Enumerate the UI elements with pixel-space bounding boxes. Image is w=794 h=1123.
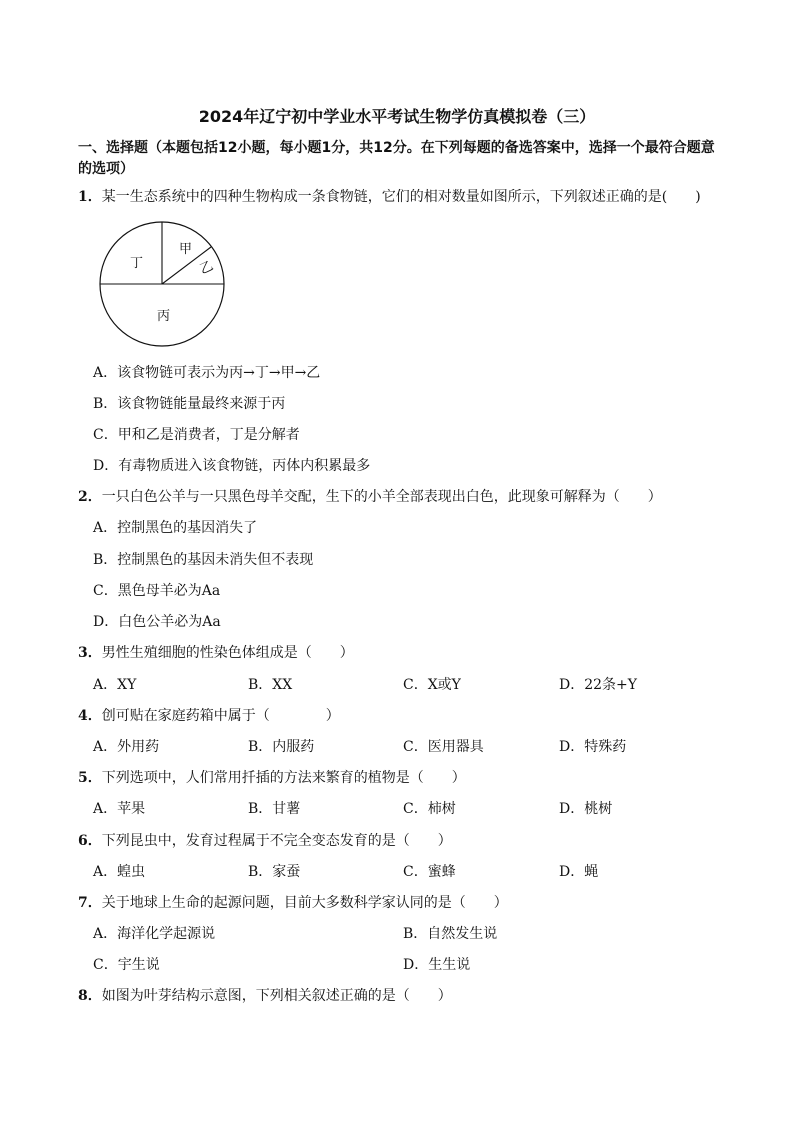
page-title: 2024年辽宁初中学业水平考试生物学仿真模拟卷（三） xyxy=(198,107,596,126)
option-6b: B．家蚕 xyxy=(248,864,301,880)
question-7 xyxy=(78,894,508,912)
question-6 xyxy=(78,832,452,850)
option-6c: C．蜜蜂 xyxy=(403,864,456,880)
question-5 xyxy=(78,769,466,787)
option-7a: A．海洋化学起源说 xyxy=(93,926,216,942)
pie-label-ding: 丁 xyxy=(130,256,144,271)
question-number: 1． xyxy=(78,189,102,205)
question-text: 如图为叶芽结构示意图，下列相关叙述正确的是（ ） xyxy=(101,988,452,1004)
option-1a: A．该食物链可表示为丙→丁→甲→乙 xyxy=(93,365,321,381)
option-6d: D．蝇 xyxy=(559,864,599,880)
pie-label-yi: 乙 xyxy=(197,258,216,278)
option-4a: A．外用药 xyxy=(93,739,160,755)
question-text: 下列选项中，人们常用扦插的方法来繁育的植物是（ ） xyxy=(101,770,466,786)
option-1b: B．该食物链能量最终来源于丙 xyxy=(93,396,286,412)
question-number: 4． xyxy=(78,708,102,724)
question-number: 2． xyxy=(78,489,102,505)
question-text: 关于地球上生命的起源问题，目前大多数科学家认同的是（ ） xyxy=(101,895,508,911)
question-8 xyxy=(78,987,452,1005)
question-4 xyxy=(78,707,340,725)
option-7b: B．自然发生说 xyxy=(403,926,498,942)
option-4b: B．内服药 xyxy=(248,739,315,755)
pie-label-jia: 甲 xyxy=(179,242,193,257)
section-heading: 一、选择题（本题包括12小题，每小题1分，共12分。在下列每题的备选答案中，选择一个最符合题意的选项） xyxy=(78,140,715,177)
pie-label-bing: 丙 xyxy=(157,309,171,324)
pie-figure xyxy=(96,221,236,351)
option-7c: C．宇生说 xyxy=(93,957,160,973)
option-1c: C．甲和乙是消费者，丁是分解者 xyxy=(93,427,300,443)
option-3b: B．XX xyxy=(248,677,293,693)
option-7d: D．生生说 xyxy=(403,957,471,973)
question-text: 创可贴在家庭药箱中属于（ ） xyxy=(101,708,340,724)
option-3d: D．22条+Y xyxy=(559,677,638,693)
option-5a: A．苹果 xyxy=(93,801,146,817)
question-number: 8． xyxy=(78,988,102,1004)
option-5b: B．甘薯 xyxy=(248,801,301,817)
option-4d: D．特殊药 xyxy=(559,739,627,755)
option-5d: D．桃树 xyxy=(559,801,613,817)
option-1d: D．有毒物质进入该食物链，丙体内积累最多 xyxy=(93,458,371,474)
option-5c: C．柿树 xyxy=(403,801,456,817)
question-text: 一只白色公羊与一只黑色母羊交配，生下的小羊全部表现出白色，此现象可解释为（ ） xyxy=(101,489,662,505)
question-3 xyxy=(78,644,354,662)
question-number: 5． xyxy=(78,770,102,786)
question-number: 7． xyxy=(78,895,102,911)
question-text: 某一生态系统中的四种生物构成一条食物链，它们的相对数量如图所示，下列叙述正确的是( ) xyxy=(101,189,701,205)
option-2c: C．黑色母羊必为Aa xyxy=(93,583,221,599)
option-3a: A．XY xyxy=(93,677,137,693)
question-text: 男性生殖细胞的性染色体组成是（ ） xyxy=(101,645,354,661)
option-2d: D．白色公羊必为Aa xyxy=(93,614,221,630)
option-3c: C．X或Y xyxy=(403,677,461,693)
question-text: 下列昆虫中，发育过程属于不完全变态发育的是（ ） xyxy=(101,833,452,849)
option-2a: A．控制黑色的基因消失了 xyxy=(93,520,258,536)
question-2 xyxy=(78,488,662,506)
question-1 xyxy=(78,188,701,206)
option-4c: C．医用器具 xyxy=(403,739,484,755)
option-2b: B．控制黑色的基因未消失但不表现 xyxy=(93,552,314,568)
question-number: 6． xyxy=(78,833,102,849)
question-number: 3． xyxy=(78,645,102,661)
option-6a: A．蝗虫 xyxy=(93,864,146,880)
